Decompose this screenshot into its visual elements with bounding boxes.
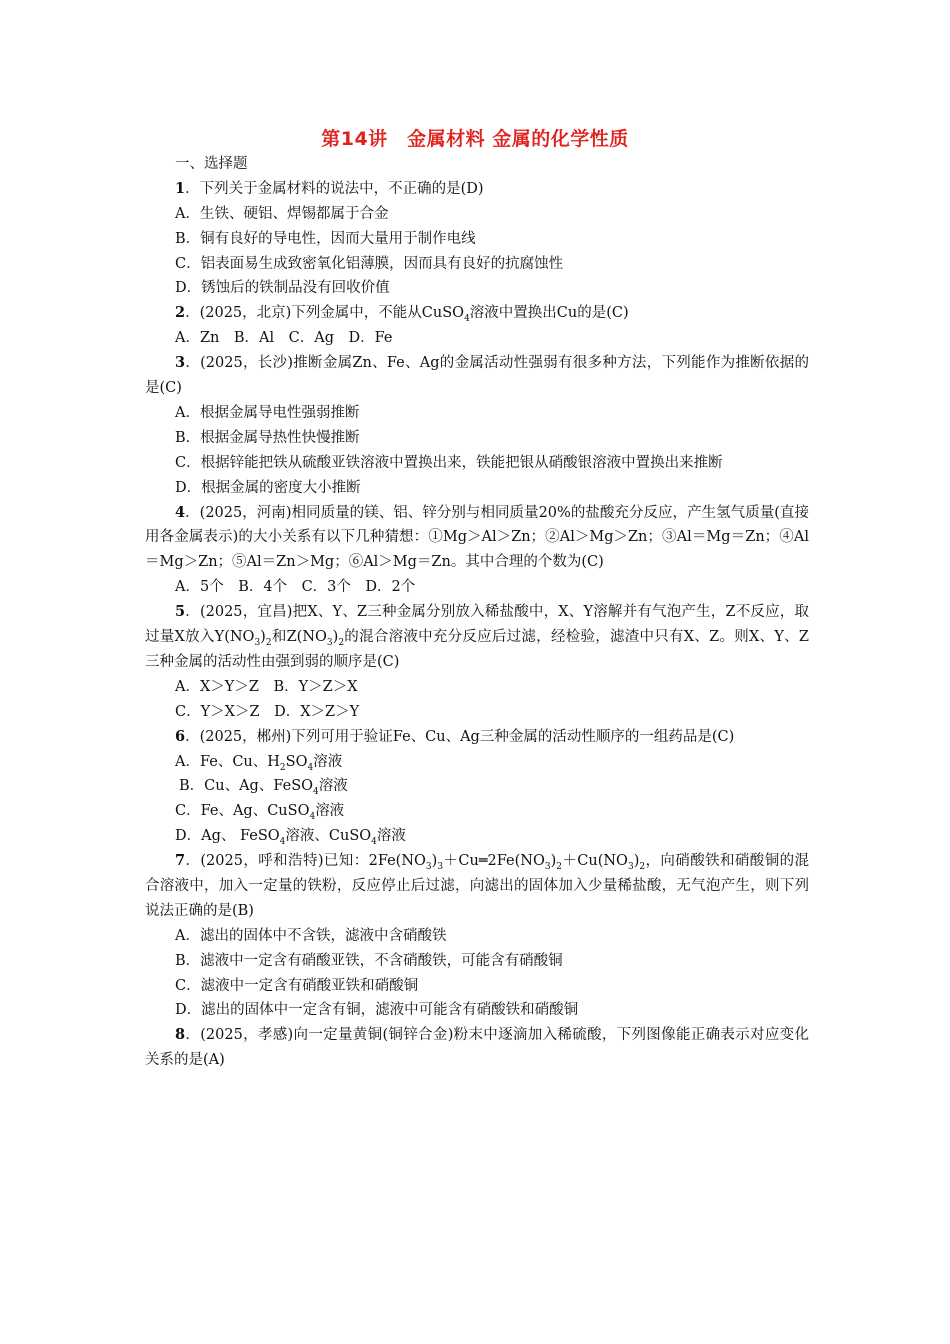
question-6-option-b: [145, 774, 809, 799]
subscript: 3: [437, 861, 444, 872]
question-number: 7: [175, 852, 186, 870]
question-text: ): [431, 853, 438, 870]
question-text: ．下列关于金属材料的说法中，不正确的是(D): [185, 180, 484, 197]
subscript: 3: [627, 861, 634, 872]
subscript: 4: [309, 812, 316, 823]
question-number: 3: [175, 354, 186, 372]
question-7-option-b: B．滤液中一定含有硝酸亚铁，不含硝酸铁，可能含有硝酸铜: [175, 952, 563, 969]
question-2-options: A．Zn B．Al C．Ag D．Fe: [175, 330, 393, 347]
question-number: 6: [175, 727, 186, 745]
question-4-stem: [145, 501, 809, 576]
subscript: 2: [639, 861, 646, 872]
question-text: ．(2025，郴州)下列可用于验证Fe、Cu、Ag三种金属的活动性顺序的一组药品是(C): [185, 728, 735, 745]
question-text: 溶液中置换出Cu的是(C): [469, 305, 629, 322]
question-1-option-d: D．锈蚀后的铁制品没有回收价值: [175, 280, 390, 297]
option-text: 溶液、CuSO: [285, 828, 372, 845]
option-text: 溶液: [318, 778, 348, 795]
option-text: B．Cu、Ag、FeSO: [179, 778, 314, 795]
question-7-option-a: A．滤出的固体中不含铁，滤液中含硝酸铁: [175, 927, 447, 944]
subscript: 4: [279, 837, 286, 848]
question-1-stem: [145, 177, 809, 202]
question-text: 的混合溶液中充分反应后过滤，经检验，滤渣中只有X、Z。则X、Y、Z三种金属的活动性由强到弱的顺序是(C): [145, 629, 809, 670]
question-6-option-c: [145, 799, 809, 824]
question-3-stem: [145, 351, 809, 401]
option-text: SO: [285, 753, 308, 770]
subscript: 2: [265, 637, 272, 648]
section-heading: 一、选择题: [175, 156, 248, 172]
subscript: 4: [313, 787, 319, 798]
question-number: 8: [175, 1026, 186, 1044]
question-number: 2: [175, 304, 186, 322]
question-text: ＋Cu═2Fe(NO: [443, 853, 545, 870]
question-number: 1: [175, 179, 186, 197]
option-text: 溶液: [376, 828, 406, 845]
option-text: A．Fe、Cu、H: [175, 753, 280, 770]
question-6-option-d: [145, 824, 809, 849]
question-2-stem: [145, 301, 809, 326]
question-3-option-d: D．根据金属的密度大小推断: [175, 479, 361, 496]
question-6-option-a: [145, 750, 809, 775]
question-text: ．(2025，河南)相同质量的镁、铝、锌分别与相同质量20%的盐酸充分反应，产生氢气质量(直接用各金属表示)的大小关系有以下几种猜想：①Mg＞Al＞Zn；②Al＞Mg＞Zn；③Al＝Mg＝Zn；④Al＝Mg＞Zn；⑤Al＝Zn＞Mg；⑥Al＞Mg＝Zn。其中合理的个数为(C): [145, 504, 809, 571]
question-text: ＋Cu(NO: [561, 853, 628, 870]
question-5-stem: [145, 600, 809, 675]
question-1-option-a: A．生铁、硬铝、焊锡都属于合金: [175, 205, 389, 222]
question-number: 5: [175, 603, 186, 621]
question-text: ): [332, 629, 339, 646]
subscript: 3: [544, 861, 551, 872]
question-5-options-ab: A．X＞Y＞Z B．Y＞Z＞X: [175, 678, 358, 695]
option-text: D．Ag、 FeSO: [175, 828, 280, 845]
question-list: [145, 152, 809, 1073]
question-6-stem: [145, 725, 809, 750]
page-title: 第14讲 金属材料 金属的化学性质: [321, 128, 629, 150]
option-text: C．Fe、Ag、CuSO: [175, 803, 310, 820]
question-3-option-b: B．根据金属导热性快慢推断: [175, 429, 360, 446]
question-8-stem: [145, 1023, 809, 1073]
question-1-option-c: C．铝表面易生成致密氧化铝薄膜，因而具有良好的抗腐蚀性: [175, 255, 564, 272]
question-text: ): [260, 629, 266, 646]
option-text: 溶液: [315, 803, 345, 820]
question-4-options: A．5个 B．4个 C．3个 D．2个: [175, 579, 416, 596]
question-3-option-a: A．根据金属导电性强弱推断: [175, 404, 360, 421]
question-number: 4: [175, 503, 186, 521]
question-7-stem: [145, 849, 809, 924]
option-text: 溶液: [313, 753, 343, 770]
subscript: 2: [556, 861, 562, 872]
question-1-option-b: B．铜有良好的导电性，因而大量用于制作电线: [175, 230, 476, 247]
question-7-option-c: C．滤液中一定含有硝酸亚铁和硝酸铜: [175, 977, 419, 994]
subscript: 4: [371, 837, 377, 848]
subscript: 2: [338, 637, 345, 648]
question-text: ): [633, 853, 640, 870]
subscript: 3: [425, 861, 432, 872]
question-text: ，向硝酸铁和硝酸铜的混合溶液中，加入一定量的铁粉，反应停止后过滤，向滤出的固体加入少量稀盐酸，无气泡产生，则下列说法正确的是(B): [145, 853, 809, 919]
question-text: ．(2025，呼和浩特)已知：2Fe(NO: [185, 853, 426, 870]
question-3-option-c: C．根据锌能把铁从硫酸亚铁溶液中置换出来，铁能把银从硝酸银溶液中置换出来推断: [175, 454, 723, 471]
question-5-options-cd: C．Y＞X＞Z D．X＞Z＞Y: [175, 703, 360, 720]
question-text: ．(2025，长沙)推断金属Zn、Fe、Ag的金属活动性强弱有很多种方法，下列能作为推断依据的是(C): [145, 355, 809, 397]
question-text: ．(2025，孝感)向一定量黄铜(铜锌合金)粉末中逐滴加入稀硫酸，下列图像能正确表示对应变化关系的是(A): [145, 1027, 809, 1069]
subscript: 3: [326, 637, 333, 648]
question-text: ．(2025，宜昌)把X、Y、Z三种金属分别放入稀盐酸中，X、Y溶解并有气泡产生，Z不反应，取过量X放入Y(NO: [145, 604, 809, 646]
subscript: 2: [279, 762, 286, 773]
subscript: 4: [464, 314, 470, 325]
subscript: 3: [254, 637, 261, 648]
question-7-option-d: D．滤出的固体中一定含有铜，滤液中可能含有硝酸铁和硝酸铜: [175, 1002, 579, 1019]
question-text: ．(2025，北京)下列金属中，不能从CuSO: [185, 305, 465, 322]
subscript: 4: [307, 762, 314, 773]
question-text: 和Z(NO: [271, 629, 327, 646]
question-text: ): [550, 853, 557, 870]
